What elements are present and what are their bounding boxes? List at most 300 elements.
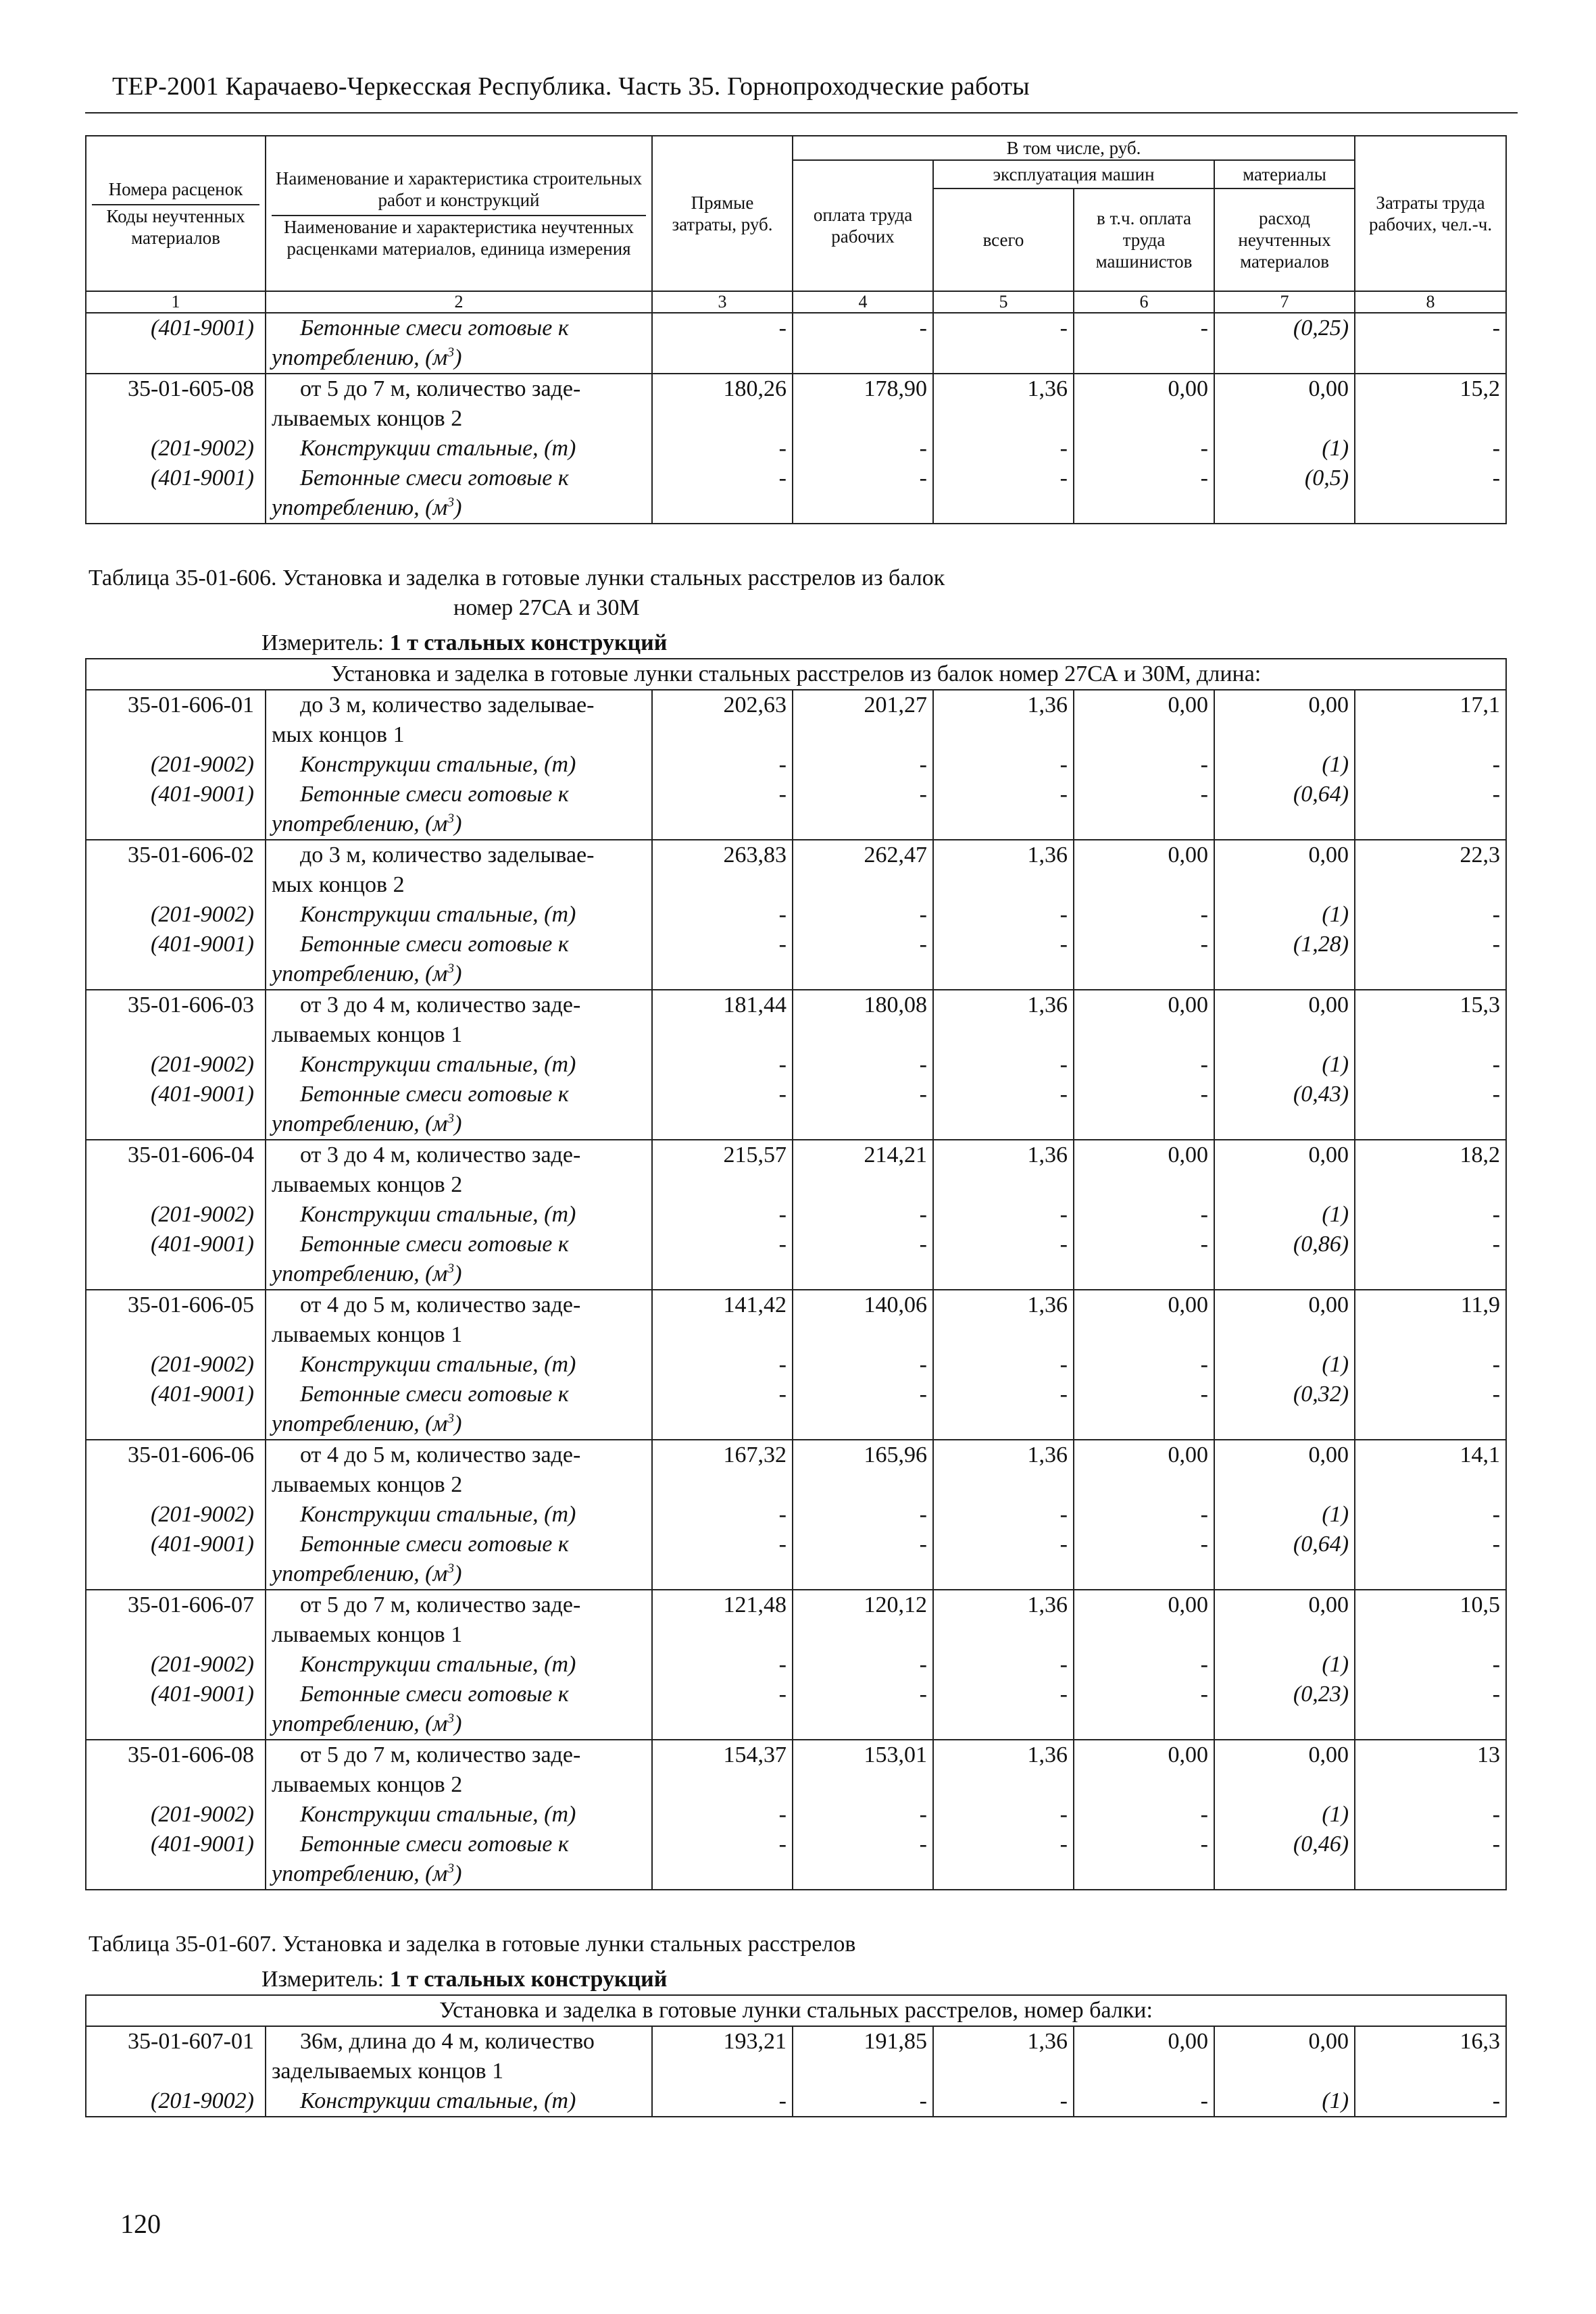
labor-costs: 22,3 [1355, 840, 1506, 870]
dash-cell: - [1074, 930, 1214, 959]
material-code: (401-9001) [86, 313, 266, 343]
dash-cell: - [652, 900, 793, 930]
material-code: (201-9002) [86, 1800, 266, 1830]
material-name: Конструкции стальные, (т) [266, 900, 652, 930]
material-code: (401-9001) [86, 1230, 266, 1259]
dash-cell: - [933, 463, 1074, 493]
material-consumption: (0,64) [1214, 1530, 1355, 1559]
header-rule [85, 112, 1518, 114]
col-direct-head: Прямые затраты, руб. [652, 136, 793, 291]
rate-description-cont: лываемых концов 2 [266, 404, 652, 434]
materials-cost: 0,00 [1214, 1740, 1355, 1770]
dash-cell: - [1355, 463, 1506, 493]
material-name-cont: употреблению, $(м^3)$ [266, 1409, 652, 1440]
material-code: (201-9002) [86, 750, 266, 780]
rate-description-cont: лываемых концов 2 [266, 1170, 652, 1200]
dash-cell: - [793, 1800, 933, 1830]
rate-description: от 3 до 4 м, количество заде- [266, 990, 652, 1020]
table-606-heading [86, 524, 1506, 690]
materials-cost: 0,00 [1214, 1590, 1355, 1620]
rate-row [86, 1140, 1506, 1170]
labor-pay: 191,85 [793, 2026, 933, 2057]
dash-cell: - [933, 1350, 1074, 1380]
dash-cell: - [652, 1830, 793, 1859]
labor-pay: 153,01 [793, 1740, 933, 1770]
dash-cell: - [933, 1500, 1074, 1530]
machines-total: 1,36 [933, 690, 1074, 720]
material-code: (401-9001) [86, 780, 266, 809]
materials-cost: 0,00 [1214, 1440, 1355, 1470]
material-row [86, 434, 1506, 463]
dash-cell: - [1355, 1530, 1506, 1559]
column-numbers-row [86, 291, 1506, 313]
dash-cell: - [1074, 900, 1214, 930]
material-consumption: (0,86) [1214, 1230, 1355, 1259]
rate-code: 35-01-606-04 [86, 1140, 266, 1170]
dash-cell: - [793, 1380, 933, 1409]
dash-cell: - [1355, 1800, 1506, 1830]
rate-description: 36м, длина до 4 м, количество [266, 2026, 652, 2057]
col-number: 4 [793, 291, 933, 313]
dash-cell: - [793, 2086, 933, 2117]
material-row [86, 930, 1506, 959]
materials-cost: 0,00 [1214, 1140, 1355, 1170]
materials-cost: 0,00 [1214, 374, 1355, 404]
rate-row-cont [86, 1770, 1506, 1800]
machinists-pay: 0,00 [1074, 1590, 1214, 1620]
col-code-top: Номера расценок [92, 178, 259, 205]
dash-cell: - [933, 313, 1074, 343]
rate-description: до 3 м, количество заделывае- [266, 840, 652, 870]
dash-cell: - [652, 1650, 793, 1680]
col-desc-bottom: Наименование и характеристика неучтенных расценками материалов, единица измерения [283, 217, 634, 259]
labor-costs: 16,3 [1355, 2026, 1506, 2057]
rate-code: 35-01-606-02 [86, 840, 266, 870]
col-number: 5 [933, 291, 1074, 313]
dash-cell: - [793, 1680, 933, 1709]
dash-cell: - [793, 1830, 933, 1859]
rate-description: от 5 до 7 м, количество заде- [266, 1740, 652, 1770]
material-row-cont [86, 959, 1506, 990]
rate-row-cont [86, 1320, 1506, 1350]
material-consumption: (1) [1214, 1500, 1355, 1530]
material-name: Бетонные смеси готовые к [266, 780, 652, 809]
material-row [86, 1680, 1506, 1709]
col-code-bottom: Коды неучтенных материалов [106, 206, 245, 248]
material-code: (201-9002) [86, 434, 266, 463]
material-row [86, 1200, 1506, 1230]
machinists-pay: 0,00 [1074, 1740, 1214, 1770]
machines-total: 1,36 [933, 374, 1074, 404]
dash-cell: - [1074, 1080, 1214, 1109]
dash-cell: - [933, 1800, 1074, 1830]
dash-cell: - [1074, 1680, 1214, 1709]
direct-costs: 193,21 [652, 2026, 793, 2057]
dash-cell: - [793, 1530, 933, 1559]
labor-pay: 165,96 [793, 1440, 933, 1470]
material-row [86, 2086, 1506, 2117]
machines-total: 1,36 [933, 1740, 1074, 1770]
table-header [86, 136, 1506, 313]
materials-cost: 0,00 [1214, 2026, 1355, 2057]
labor-pay: 262,47 [793, 840, 933, 870]
machines-total: 1,36 [933, 1140, 1074, 1170]
material-consumption: (0,32) [1214, 1380, 1355, 1409]
material-name: Бетонные смеси готовые к [266, 1080, 652, 1109]
material-name: Конструкции стальные, (т) [266, 1500, 652, 1530]
material-code: (201-9002) [86, 2086, 266, 2117]
dash-cell: - [1074, 1800, 1214, 1830]
materials-cost: 0,00 [1214, 1290, 1355, 1320]
material-code: (201-9002) [86, 1050, 266, 1080]
dash-cell: - [933, 434, 1074, 463]
rate-description: от 5 до 7 м, количество заде- [266, 374, 652, 404]
dash-cell: - [1355, 434, 1506, 463]
rate-code: 35-01-607-01 [86, 2026, 266, 2057]
rate-row [86, 1740, 1506, 1770]
dash-cell: - [933, 1530, 1074, 1559]
rate-row [86, 1440, 1506, 1470]
dash-cell: - [933, 1830, 1074, 1859]
dash-cell: - [1074, 313, 1214, 343]
dash-cell: - [652, 780, 793, 809]
material-row [86, 1830, 1506, 1859]
direct-costs: 141,42 [652, 1290, 793, 1320]
dash-cell: - [1355, 1500, 1506, 1530]
machinists-pay: 0,00 [1074, 1290, 1214, 1320]
rate-row-cont [86, 1170, 1506, 1200]
table-607-subhead: Установка и заделка в готовые лунки стальных расстрелов, номер балки: [86, 1995, 1506, 2026]
material-name: Бетонные смеси готовые к [266, 313, 652, 343]
material-consumption: (1) [1214, 1650, 1355, 1680]
direct-costs: 180,26 [652, 374, 793, 404]
page-number: 120 [120, 2209, 161, 2239]
material-name-cont: употреблению, $(м^3)$ [266, 1259, 652, 1290]
machines-total: 1,36 [933, 1590, 1074, 1620]
material-row [86, 1500, 1506, 1530]
material-row [86, 1230, 1506, 1259]
labor-costs: 15,3 [1355, 990, 1506, 1020]
dash-cell: - [1074, 1650, 1214, 1680]
material-name: Бетонные смеси готовые к [266, 1380, 652, 1409]
rate-description-cont: лываемых концов 1 [266, 1020, 652, 1050]
machinists-pay: 0,00 [1074, 1440, 1214, 1470]
direct-costs: 202,63 [652, 690, 793, 720]
material-code: (401-9001) [86, 930, 266, 959]
labor-pay: 214,21 [793, 1140, 933, 1170]
material-row [86, 1080, 1506, 1109]
dash-cell: - [1074, 1830, 1214, 1859]
material-consumption: (1) [1214, 1350, 1355, 1380]
machinists-pay: 0,00 [1074, 690, 1214, 720]
material-name-cont: употреблению, $(м^3)$ [266, 1559, 652, 1590]
dash-cell: - [1074, 780, 1214, 809]
material-name: Бетонные смеси готовые к [266, 1830, 652, 1859]
material-consumption: (0,64) [1214, 780, 1355, 809]
labor-pay: 140,06 [793, 1290, 933, 1320]
material-row [86, 1800, 1506, 1830]
material-row-cont [86, 809, 1506, 840]
rate-description: от 5 до 7 м, количество заде- [266, 1590, 652, 1620]
table-row [86, 313, 1506, 343]
dash-cell: - [652, 1050, 793, 1080]
machines-total: 1,36 [933, 2026, 1074, 2057]
dash-cell: - [1355, 1650, 1506, 1680]
col-laborpay-head: оплата труда рабочих [793, 160, 933, 291]
labor-pay: 180,08 [793, 990, 933, 1020]
rate-row [86, 990, 1506, 1020]
dash-cell: - [933, 930, 1074, 959]
material-name: Конструкции стальные, (т) [266, 750, 652, 780]
material-consumption: (0,46) [1214, 1830, 1355, 1859]
labor-costs: 11,9 [1355, 1290, 1506, 1320]
dash-cell: - [793, 313, 933, 343]
dash-cell: - [1355, 750, 1506, 780]
rate-row [86, 1590, 1506, 1620]
dash-cell: - [1355, 313, 1506, 343]
rate-description-cont: заделываемых концов 1 [266, 2057, 652, 2086]
material-row [86, 1350, 1506, 1380]
dash-cell: - [652, 930, 793, 959]
labor-pay: 120,12 [793, 1590, 933, 1620]
dash-cell: - [933, 1080, 1074, 1109]
dash-cell: - [652, 1800, 793, 1830]
dash-cell: - [1074, 1230, 1214, 1259]
material-row-cont [86, 1709, 1506, 1740]
rate-row-cont [86, 2057, 1506, 2086]
material-consumption: (1) [1214, 750, 1355, 780]
dash-cell: - [1355, 930, 1506, 959]
material-name-cont: употреблению, $(м^3)$ [266, 343, 652, 374]
dash-cell: - [933, 1050, 1074, 1080]
material-name: Конструкции стальные, (т) [266, 1050, 652, 1080]
direct-costs: 215,57 [652, 1140, 793, 1170]
col-desc-head [266, 136, 652, 291]
dash-cell: - [652, 463, 793, 493]
material-row-cont [86, 493, 1506, 524]
dash-cell: - [1074, 1350, 1214, 1380]
material-consumption: (0,25) [1214, 313, 1355, 343]
material-code: (201-9002) [86, 1350, 266, 1380]
dash-cell: - [1074, 1500, 1214, 1530]
material-code: (401-9001) [86, 1530, 266, 1559]
material-name-cont: употреблению, $(м^3)$ [266, 1859, 652, 1890]
dash-cell: - [793, 463, 933, 493]
material-name: Бетонные смеси готовые к [266, 930, 652, 959]
dash-cell: - [652, 1080, 793, 1109]
col-machinists-head: в т.ч. оплата труда машинистов [1074, 188, 1214, 291]
rate-row [86, 840, 1506, 870]
dash-cell: - [652, 1380, 793, 1409]
dash-cell: - [1074, 750, 1214, 780]
material-consumption: (1) [1214, 2086, 1355, 2117]
material-consumption: (1) [1214, 1200, 1355, 1230]
material-consumption: (1) [1214, 1800, 1355, 1830]
rate-code: 35-01-606-03 [86, 990, 266, 1020]
table-606-title: Таблица 35-01-606. Установка и заделка в готовые лунки стальных расстрелов из балок номер 27СА и 30М [89, 565, 945, 620]
direct-costs: 121,48 [652, 1590, 793, 1620]
rate-description-cont: лываемых концов 2 [266, 1770, 652, 1800]
dash-cell: - [652, 750, 793, 780]
rate-row-cont [86, 1470, 1506, 1500]
rate-code: 35-01-606-01 [86, 690, 266, 720]
rate-description: до 3 м, количество заделывае- [266, 690, 652, 720]
dash-cell: - [652, 1200, 793, 1230]
material-code: (401-9001) [86, 463, 266, 493]
rate-description: от 3 до 4 м, количество заде- [266, 1140, 652, 1170]
col-including-head: В том числе, руб. [793, 136, 1355, 160]
dash-cell: - [793, 900, 933, 930]
rate-row [86, 690, 1506, 720]
dash-cell: - [1355, 2086, 1506, 2117]
table-row [86, 343, 1506, 374]
material-name: Конструкции стальные, (т) [266, 1800, 652, 1830]
machinists-pay: 0,00 [1074, 1140, 1214, 1170]
dash-cell: - [1074, 2086, 1214, 2117]
dash-cell: - [933, 780, 1074, 809]
material-name: Конструкции стальные, (т) [266, 1350, 652, 1380]
dash-cell: - [1074, 1530, 1214, 1559]
table-607-heading [86, 1890, 1506, 2026]
machines-total: 1,36 [933, 840, 1074, 870]
material-row [86, 900, 1506, 930]
col-number: 8 [1355, 291, 1506, 313]
col-number: 3 [652, 291, 793, 313]
dash-cell: - [793, 1200, 933, 1230]
dash-cell: - [1355, 1380, 1506, 1409]
rate-row [86, 374, 1506, 404]
machinists-pay: 0,00 [1074, 374, 1214, 404]
dash-cell: - [1355, 1830, 1506, 1859]
table-606-measure: Измеритель: 1 т стальных конструкций [261, 630, 668, 655]
material-consumption: (1,28) [1214, 930, 1355, 959]
col-number: 2 [266, 291, 652, 313]
rate-row [86, 2026, 1506, 2057]
dash-cell: - [1355, 1050, 1506, 1080]
col-desc-top: Наименование и характеристика строительных работ и конструкций [272, 168, 646, 216]
material-row [86, 1050, 1506, 1080]
material-row-cont [86, 1409, 1506, 1440]
rate-row-cont [86, 404, 1506, 434]
labor-pay: 201,27 [793, 690, 933, 720]
material-row-cont [86, 1559, 1506, 1590]
material-name: Конструкции стальные, (т) [266, 1200, 652, 1230]
dash-cell: - [933, 1230, 1074, 1259]
rate-code: 35-01-605-08 [86, 374, 266, 404]
machines-total: 1,36 [933, 1440, 1074, 1470]
material-row-cont [86, 1859, 1506, 1890]
table-606-subhead: Установка и заделка в готовые лунки стальных расстрелов из балок номер 27СА и 30М, длина: [86, 659, 1506, 690]
machinists-pay: 0,00 [1074, 2026, 1214, 2057]
material-name-cont: употреблению, $(м^3)$ [266, 809, 652, 840]
dash-cell: - [1074, 463, 1214, 493]
col-number: 7 [1214, 291, 1355, 313]
material-row [86, 1530, 1506, 1559]
material-name-cont: употреблению, $(м^3)$ [266, 1709, 652, 1740]
rate-description-cont: мых концов 2 [266, 870, 652, 900]
dash-cell: - [1074, 1050, 1214, 1080]
materials-cost: 0,00 [1214, 990, 1355, 1020]
col-materials-head: материалы [1214, 160, 1355, 188]
direct-costs: 154,37 [652, 1740, 793, 1770]
material-consumption: (1) [1214, 900, 1355, 930]
rate-group-605-08 [86, 374, 1506, 524]
dash-cell: - [652, 313, 793, 343]
dash-cell: - [793, 434, 933, 463]
dash-cell: - [1355, 900, 1506, 930]
dash-cell: - [652, 1500, 793, 1530]
material-row [86, 1380, 1506, 1409]
material-row [86, 463, 1506, 493]
material-name: Бетонные смеси готовые к [266, 1680, 652, 1709]
material-consumption: (0,5) [1214, 463, 1355, 493]
dash-cell: - [652, 1350, 793, 1380]
material-name: Бетонные смеси готовые к [266, 463, 652, 493]
col-machines-head: эксплуатация машин [933, 160, 1214, 188]
labor-costs: 15,2 [1355, 374, 1506, 404]
labor-costs: 17,1 [1355, 690, 1506, 720]
dash-cell: - [1074, 1200, 1214, 1230]
dash-cell: - [1355, 780, 1506, 809]
dash-cell: - [652, 1530, 793, 1559]
material-row [86, 1650, 1506, 1680]
material-name: Конструкции стальные, (т) [266, 2086, 652, 2117]
rate-code: 35-01-606-06 [86, 1440, 266, 1470]
materials-cost: 0,00 [1214, 840, 1355, 870]
material-code: (401-9001) [86, 1080, 266, 1109]
machines-total: 1,36 [933, 1290, 1074, 1320]
rate-row-cont [86, 720, 1506, 750]
materials-cost: 0,00 [1214, 690, 1355, 720]
dash-cell: - [793, 1650, 933, 1680]
material-consumption: (1) [1214, 1050, 1355, 1080]
material-code: (401-9001) [86, 1380, 266, 1409]
dash-cell: - [793, 1500, 933, 1530]
rate-row-cont [86, 1020, 1506, 1050]
rate-row-cont [86, 1620, 1506, 1650]
dash-cell: - [933, 1680, 1074, 1709]
dash-cell: - [1355, 1080, 1506, 1109]
dash-cell: - [933, 2086, 1074, 2117]
dash-cell: - [652, 2086, 793, 2117]
labor-costs: 14,1 [1355, 1440, 1506, 1470]
direct-costs: 181,44 [652, 990, 793, 1020]
dash-cell: - [933, 1200, 1074, 1230]
material-consumption: (1) [1214, 434, 1355, 463]
material-consumption: (0,23) [1214, 1680, 1355, 1709]
material-name-cont: употреблению, $(м^3)$ [266, 959, 652, 990]
material-name-cont: употреблению, $(м^3)$ [266, 493, 652, 524]
dash-cell: - [1355, 1200, 1506, 1230]
material-name: Конструкции стальные, (т) [266, 1650, 652, 1680]
dash-cell: - [1074, 1380, 1214, 1409]
dash-cell: - [652, 434, 793, 463]
rate-code: 35-01-606-05 [86, 1290, 266, 1320]
dash-cell: - [793, 1050, 933, 1080]
dash-cell: - [793, 930, 933, 959]
material-row [86, 750, 1506, 780]
labor-pay: 178,90 [793, 374, 933, 404]
machinists-pay: 0,00 [1074, 990, 1214, 1020]
rate-row [86, 1290, 1506, 1320]
col-consumption-head: расход неучтенных материалов [1214, 188, 1355, 291]
direct-costs: 167,32 [652, 1440, 793, 1470]
dash-cell: - [793, 1080, 933, 1109]
dash-cell: - [933, 900, 1074, 930]
dash-cell: - [933, 1650, 1074, 1680]
dash-cell: - [1074, 434, 1214, 463]
dash-cell: - [793, 780, 933, 809]
